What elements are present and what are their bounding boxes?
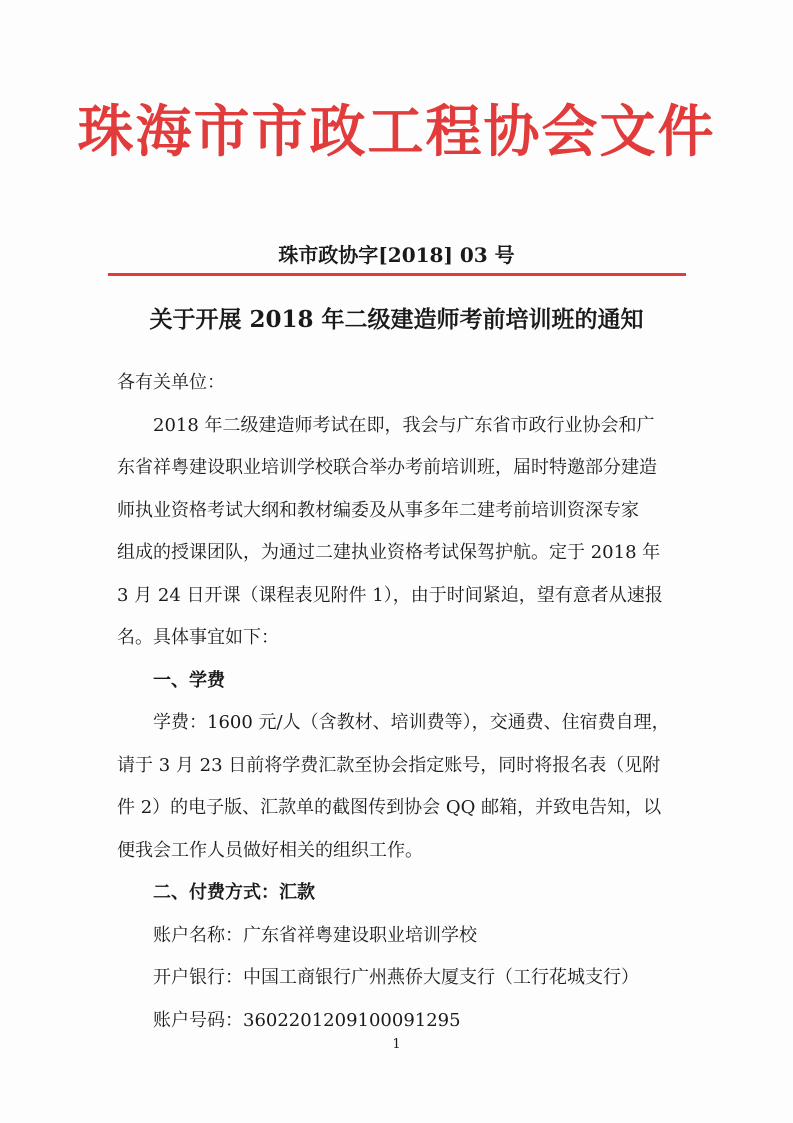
account-number: 账户号码：3602201209100091295 (153, 1009, 461, 1031)
account-name: 账户名称：广东省祥粤建设职业培训学校 (153, 924, 477, 946)
letterhead-title: 珠海市市政工程协会文件 (77, 100, 716, 165)
tuition-line: 学费：1600 元/人（含教材、培训费等），交通费、住宿费自理， (153, 712, 670, 733)
tuition-line: 件 2）的电子版、汇款单的截图传到协会 QQ 邮箱，并致电告知，以 (117, 797, 662, 818)
section-heading-tuition: 一、学费 (153, 669, 225, 691)
salutation: 各有关单位： (117, 372, 225, 393)
bank-name: 开户银行：中国工商银行广州燕侨大厦支行（工行花城支行） (153, 967, 639, 988)
intro-line: 2018 年二级建造师考试在即，我会与广东省市政行业协会和广 (153, 414, 655, 436)
page-number: 1 (392, 1037, 401, 1052)
red-divider (108, 273, 686, 276)
intro-line: 东省祥粤建设职业培训学校联合举办考前培训班，届时特邀部分建造 (117, 457, 657, 478)
intro-line: 师执业资格考试大纲和教材编委及从事多年二建考前培训资深专家 (117, 499, 639, 521)
notice-body (117, 362, 683, 1042)
tuition-line: 便我会工作人员做好相关的组织工作。 (117, 839, 423, 861)
intro-line: 3 月 24 日开课（课程表见附件 1），由于时间紧迫，望有意者从速报 (117, 584, 663, 606)
notice-title: 关于开展 2018 年二级建造师考前培训班的通知 (149, 306, 644, 333)
intro-line: 组成的授课团队，为通过二建执业资格考试保驾护航。定于 2018 年 (117, 542, 661, 563)
intro-line: 名。具体事宜如下： (117, 627, 279, 648)
document-number: 珠市政协字[2018] 03 号 (278, 243, 515, 267)
section-heading-payment: 二、付费方式：汇款 (153, 882, 315, 903)
tuition-line: 请于 3 月 23 日前将学费汇款至协会指定账号，同时将报名表（见附 (117, 754, 661, 776)
